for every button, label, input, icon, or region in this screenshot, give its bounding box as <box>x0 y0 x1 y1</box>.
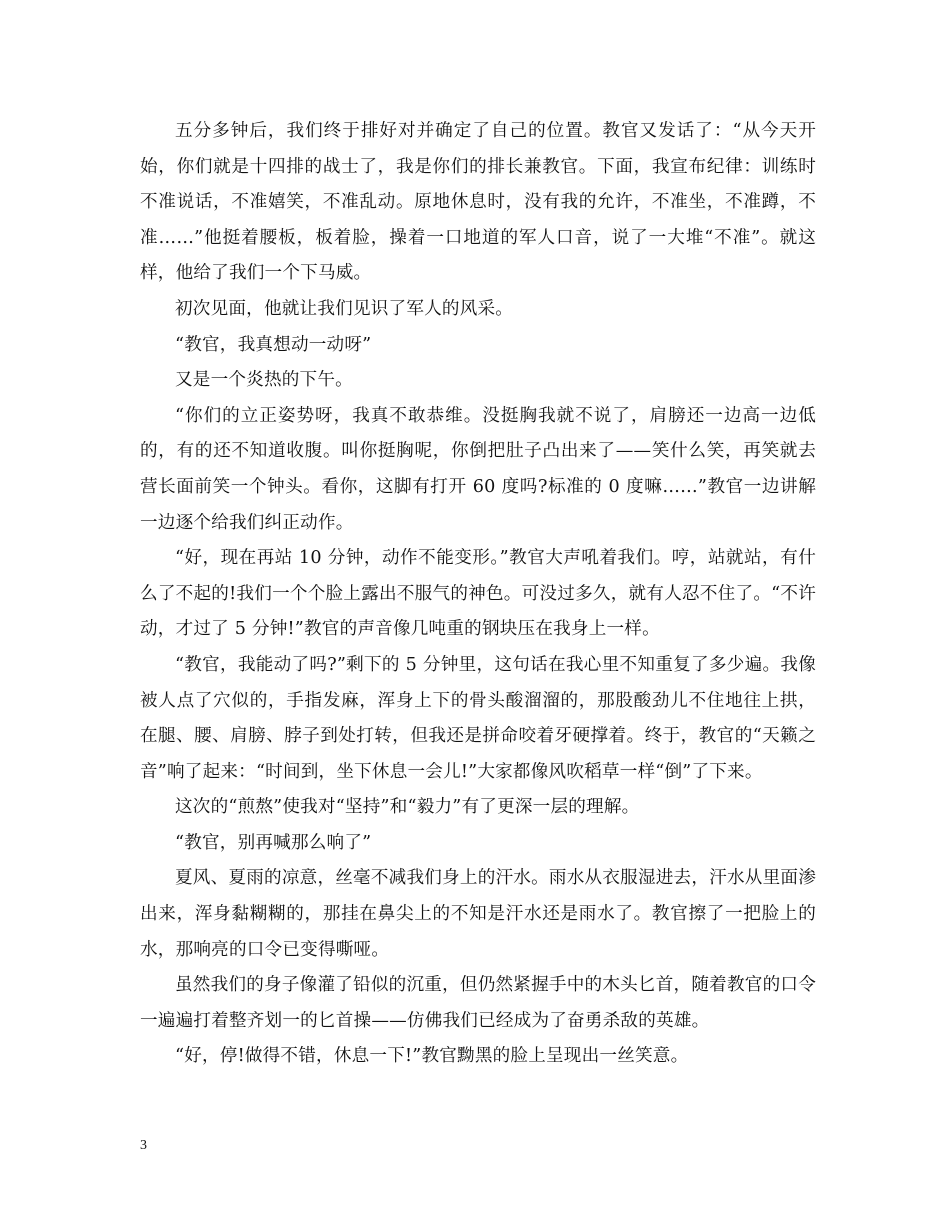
paragraph-10: “好，停!做得不错，休息一下!”教官黝黑的脸上呈现出一丝笑意。 <box>175 1046 689 1067</box>
paragraph-8: 夏风、夏雨的凉意，丝毫不减我们身上的汗水。雨水从衣服湿进去，汗水从里面渗出来，浑身黏糊糊的，那挂在鼻尖上的不知是汗水还是雨水了。教官擦了一把脸上的水，那响亮的口令已变得嘶哑。 <box>140 868 816 960</box>
paragraph-7: 这次的“煎熬”使我对“坚持”和“毅力”有了更深一层的理解。 <box>175 797 640 818</box>
page-number: 3 <box>140 1138 147 1153</box>
paragraph-4: “你们的立正姿势呀，我真不敢恭维。没挺胸我就不说了，肩膀还一边高一边低的，有的还不知道收腹。叫你挺胸呢，你倒把肚子凸出来了——笑什么笑，再笑就去营长面前笑一个钟头。看你，这脚有打开 60 度吗?标准的 0 度嘛……”教官一边讲解一边逐个给我们纠正动作。 <box>140 405 816 533</box>
document-body <box>140 114 816 1075</box>
section-heading-2: “教官，别再喊那么响了” <box>175 832 372 853</box>
paragraph-3: 又是一个炎热的下午。 <box>175 370 353 391</box>
paragraph-9: 虽然我们的身子像灌了铅似的沉重，但仍然紧握手中的木头匕首，随着教官的口令一遍遍打着整齐划一的匕首操——仿佛我们已经成为了奋勇杀敌的英雄。 <box>140 975 816 1031</box>
paragraph-1: 五分多钟后，我们终于排好对并确定了自己的位置。教官又发话了：“从今天开始，你们就是十四排的战士了，我是你们的排长兼教官。下面，我宣布纪律：训练时不准说话，不准嬉笑，不准乱动。原地休息时，没有我的允许，不准坐，不准蹲，不准……”他挺着腰板，板着脸，操着一口地道的军人口音，说了一大堆“不准”。就这样，他给了我们一个下马威。 <box>140 121 816 284</box>
paragraph-5: “好，现在再站 10 分钟，动作不能变形。”教官大声吼着我们。哼，站就站，有什么了不起的!我们一个个脸上露出不服气的神色。可没过多久，就有人忍不住了。“不许动，才过了 5 分钟!”教官的声音像几吨重的钢块压在我身上一样。 <box>140 548 816 640</box>
paragraph-6: “教官，我能动了吗?”剩下的 5 分钟里，这句话在我心里不知重复了多少遍。我像被人点了穴似的，手指发麻，浑身上下的骨头酸溜溜的，那股酸劲儿不住地往上拱，在腿、腰、肩膀、脖子到处打转，但我还是拼命咬着牙硬撑着。终于，教官的“天籁之音”响了起来：“时间到，坐下休息一会儿!”大家都像风吹稻草一样“倒”了下来。 <box>140 654 816 782</box>
paragraph-2: 初次见面，他就让我们见识了军人的风采。 <box>175 298 514 319</box>
section-heading-1: “教官，我真想动一动呀” <box>175 334 372 355</box>
